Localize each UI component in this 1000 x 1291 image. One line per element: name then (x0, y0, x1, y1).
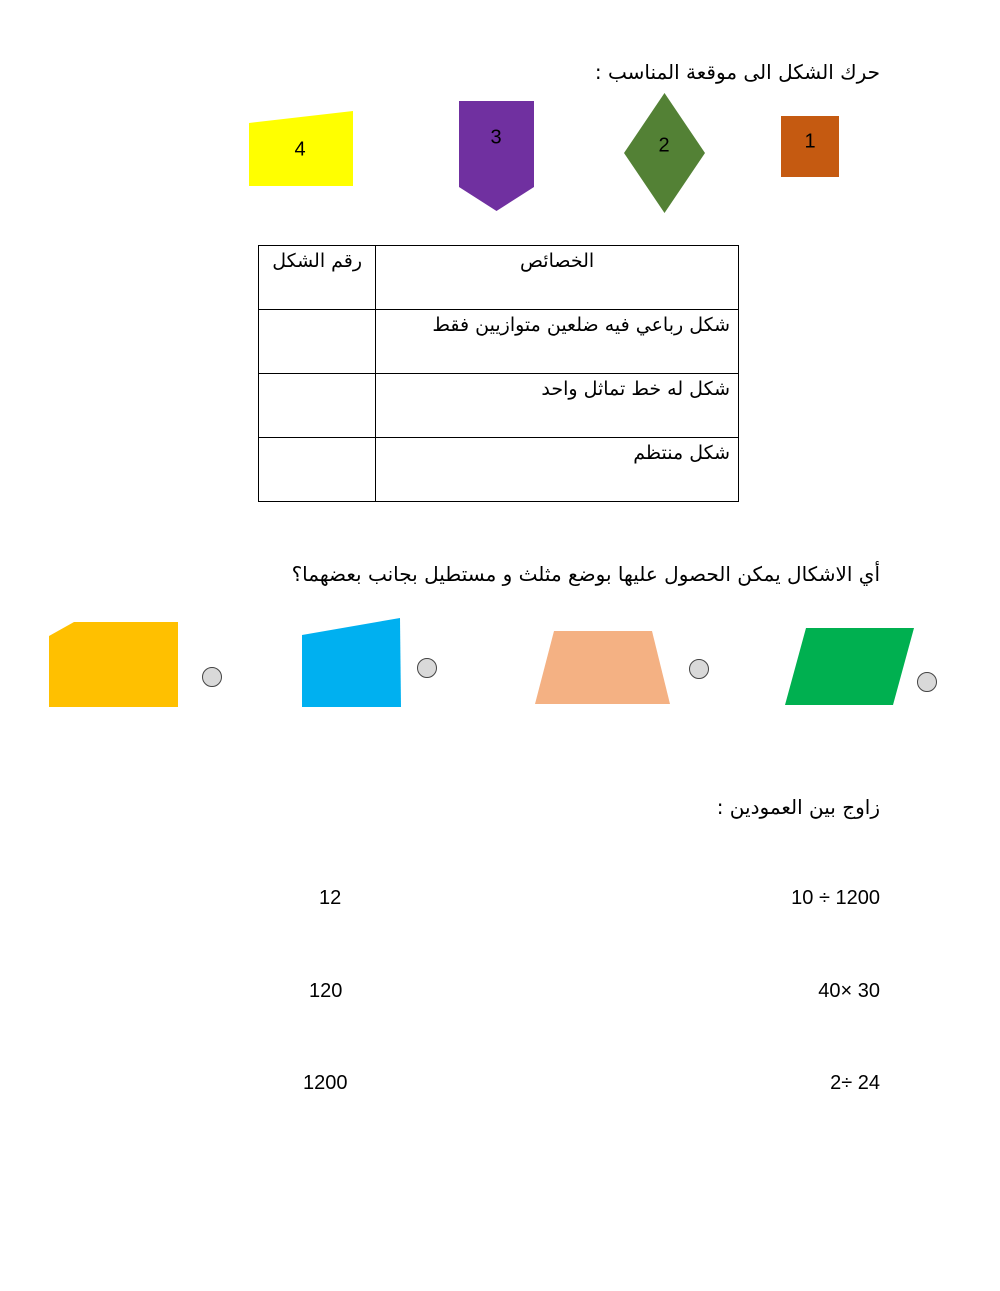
matching-instruction: زاوج بين العمودين : (716, 795, 880, 819)
match-left-item[interactable]: 40× 30 (818, 980, 880, 1002)
match-right-item[interactable]: 120 (309, 980, 343, 1002)
composite-shapes-question: أي الاشكال يمكن الحصول عليها بوضع مثلث و مستطيل بجانب بعضهما؟ (291, 562, 880, 586)
shape-3-pentagon[interactable] (459, 101, 534, 211)
match-left-item[interactable]: 2÷ 24 (830, 1072, 880, 1094)
shape-1-square[interactable] (781, 116, 839, 177)
table-row (259, 438, 739, 502)
option-parallelogram (785, 628, 914, 705)
option-trapezoid (535, 631, 670, 704)
shape-2-label: 2 (658, 134, 670, 157)
trapezoid-option-icon (535, 631, 670, 704)
shape-1-label: 1 (804, 130, 816, 153)
match-right-item[interactable]: 1200 (303, 1072, 348, 1094)
shape-3-label: 3 (490, 126, 502, 149)
property-cell: شكل له خط تماثل واحد (376, 374, 739, 438)
parallelogram-shape-icon (785, 628, 914, 705)
table-row (259, 374, 739, 438)
option-right-trapezoid-radio[interactable] (417, 658, 437, 678)
shape-4-trapezoid[interactable] (249, 111, 354, 186)
drop-target-cell[interactable] (259, 438, 376, 502)
shape-4-label: 4 (294, 138, 306, 161)
match-left-item[interactable]: 10 ÷ 1200 (791, 887, 880, 909)
right-trapezoid-shape-icon (302, 618, 401, 707)
property-cell: شكل رباعي فيه ضلعين متوازيين فقط (376, 310, 739, 374)
property-cell: شكل منتظم (376, 438, 739, 502)
option-cut-corner-shape (49, 622, 178, 707)
shape-properties-table (258, 245, 739, 502)
option-right-trapezoid (302, 618, 401, 707)
drag-instruction: حرك الشكل الى موقعة المناسب : (594, 60, 880, 84)
option-trapezoid-radio[interactable] (689, 659, 709, 679)
option-cut-corner-radio[interactable] (202, 667, 222, 687)
pentagon-shape-icon (459, 101, 534, 211)
header-shape-number: رقم الشكل (259, 246, 376, 310)
pentagon-fill (459, 101, 534, 211)
parallelogram-fill (785, 628, 914, 705)
trapezoid-option-fill (535, 631, 670, 704)
cut-corner-fill (49, 622, 178, 707)
header-properties: الخصائص (376, 246, 739, 310)
shape-2-rhombus[interactable] (624, 93, 705, 213)
cut-corner-shape-icon (49, 622, 178, 707)
table-header-row (259, 246, 739, 310)
drop-target-cell[interactable] (259, 310, 376, 374)
option-parallelogram-radio[interactable] (917, 672, 937, 692)
match-right-item[interactable]: 12 (319, 887, 342, 909)
right-trapezoid-fill (302, 618, 401, 707)
drop-target-cell[interactable] (259, 374, 376, 438)
table-row (259, 310, 739, 374)
